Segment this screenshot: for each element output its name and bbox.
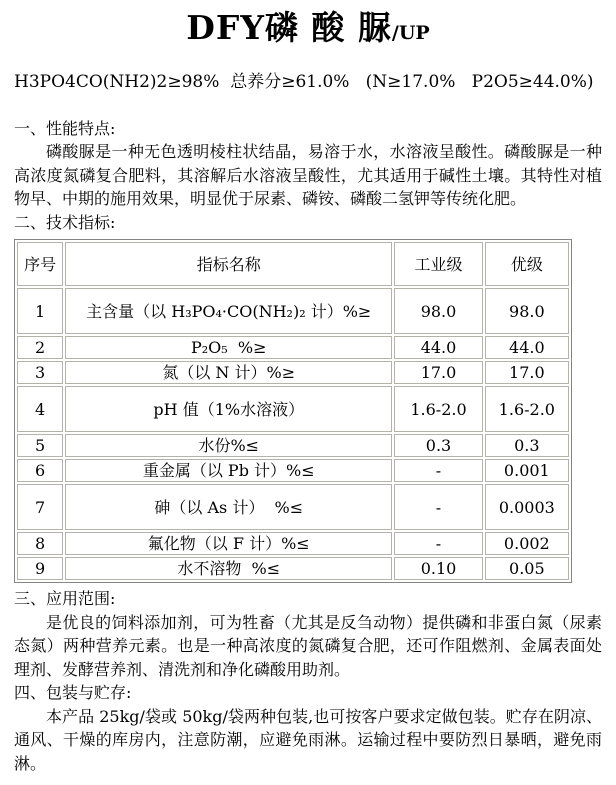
cell-premium: 0.002 xyxy=(485,532,569,555)
table-row xyxy=(17,459,569,482)
cell-no: 1 xyxy=(17,288,63,334)
table-header-row xyxy=(17,242,569,286)
cell-industrial: 0.3 xyxy=(394,434,482,457)
cell-name: 主含量（以 H₃PO₄·CO(NH₂)₂ 计）%≥ xyxy=(65,288,392,334)
cell-industrial: 0.10 xyxy=(394,557,482,580)
cell-industrial: 98.0 xyxy=(394,288,482,334)
section-heading-specs: 二、技术指标: xyxy=(14,212,116,232)
composition-line: H3PO4CO(NH2)2≥98% 总养分≥61.0% (N≥17.0% P2O5≥44.0%) xyxy=(14,72,594,92)
table-row xyxy=(17,386,569,432)
section-body-performance: 磷酸脲是一种无色透明棱柱状结晶，易溶于水，水溶液呈酸性。磷酸脲是一种高浓度氮磷复合肥料，其溶解后水溶液呈酸性，尤其适用于碱性土壤。其特性对植物早、中期的施用效果，明显优于尿素、磷铵、磷酸二氢钾等传统化肥。 xyxy=(14,142,602,208)
cell-name: 重金属（以 Pb 计）%≤ xyxy=(65,459,392,482)
table-row xyxy=(17,434,569,457)
page-title-suffix: /UP xyxy=(391,22,430,44)
cell-industrial: - xyxy=(394,459,482,482)
table-row xyxy=(17,336,569,359)
cell-no: 3 xyxy=(17,361,63,384)
section-heading-packaging: 四、包装与贮存: xyxy=(14,683,132,702)
table-row xyxy=(17,361,569,384)
section-body-applications: 是优良的饲料添加剂，可为牲畜（尤其是反刍动物）提供磷和非蛋白氮（尿素态氮）两种营养元素。也是一种高浓度的氮磷复合肥，还可作阻燃剂、金属表面处理剂、发酵营养剂、清洗剂和净化磷酸用助剂。 xyxy=(14,612,602,679)
cell-no: 9 xyxy=(17,557,63,580)
cell-no: 5 xyxy=(17,434,63,457)
cell-premium: 17.0 xyxy=(485,361,569,384)
cell-premium: 1.6-2.0 xyxy=(485,386,569,432)
cell-premium: 0.0003 xyxy=(485,484,569,530)
cell-name: 水份%≤ xyxy=(65,434,392,457)
col-header-premium: 优级 xyxy=(485,242,569,286)
cell-no: 4 xyxy=(17,386,63,432)
spec-table xyxy=(14,239,572,583)
cell-premium: 0.05 xyxy=(485,557,569,580)
cell-industrial: 44.0 xyxy=(394,336,482,359)
section-heading-applications: 三、应用范围: xyxy=(14,589,116,608)
cell-name: 砷（以 As 计） %≤ xyxy=(65,484,392,530)
cell-name: 氮（以 N 计）%≥ xyxy=(65,361,392,384)
table-row xyxy=(17,532,569,555)
col-header-industrial: 工业级 xyxy=(394,242,482,286)
section-body-packaging: 本产品 25kg/袋或 50kg/袋两种包装,也可按客户要求定做包装。贮存在阴凉、通风、干燥的库房内，注意防潮，应避免雨淋。运输过程中要防烈日暴晒，避免雨淋。 xyxy=(14,706,602,773)
cell-industrial: - xyxy=(394,532,482,555)
cell-no: 8 xyxy=(17,532,63,555)
cell-name: pH 值（1%水溶液） xyxy=(65,386,392,432)
page-title-main: DFY磷 酸 脲 xyxy=(186,8,392,47)
cell-no: 6 xyxy=(17,459,63,482)
cell-name: 水不溶物 %≤ xyxy=(65,557,392,580)
cell-industrial: 17.0 xyxy=(394,361,482,384)
cell-name: 氟化物（以 F 计）%≤ xyxy=(65,532,392,555)
cell-no: 7 xyxy=(17,484,63,530)
cell-industrial: - xyxy=(394,484,482,530)
table-row xyxy=(17,557,569,580)
col-header-no: 序号 xyxy=(17,242,63,286)
cell-name: P₂O₅ %≥ xyxy=(65,336,392,359)
cell-premium: 0.3 xyxy=(485,434,569,457)
col-header-name: 指标名称 xyxy=(65,242,392,286)
cell-no: 2 xyxy=(17,336,63,359)
table-row xyxy=(17,288,569,334)
cell-premium: 0.001 xyxy=(485,459,569,482)
page-title xyxy=(14,8,602,53)
cell-premium: 44.0 xyxy=(485,336,569,359)
section-heading-performance: 一、性能特点: xyxy=(14,118,116,138)
cell-industrial: 1.6-2.0 xyxy=(394,386,482,432)
cell-premium: 98.0 xyxy=(485,288,569,334)
table-row xyxy=(17,484,569,530)
